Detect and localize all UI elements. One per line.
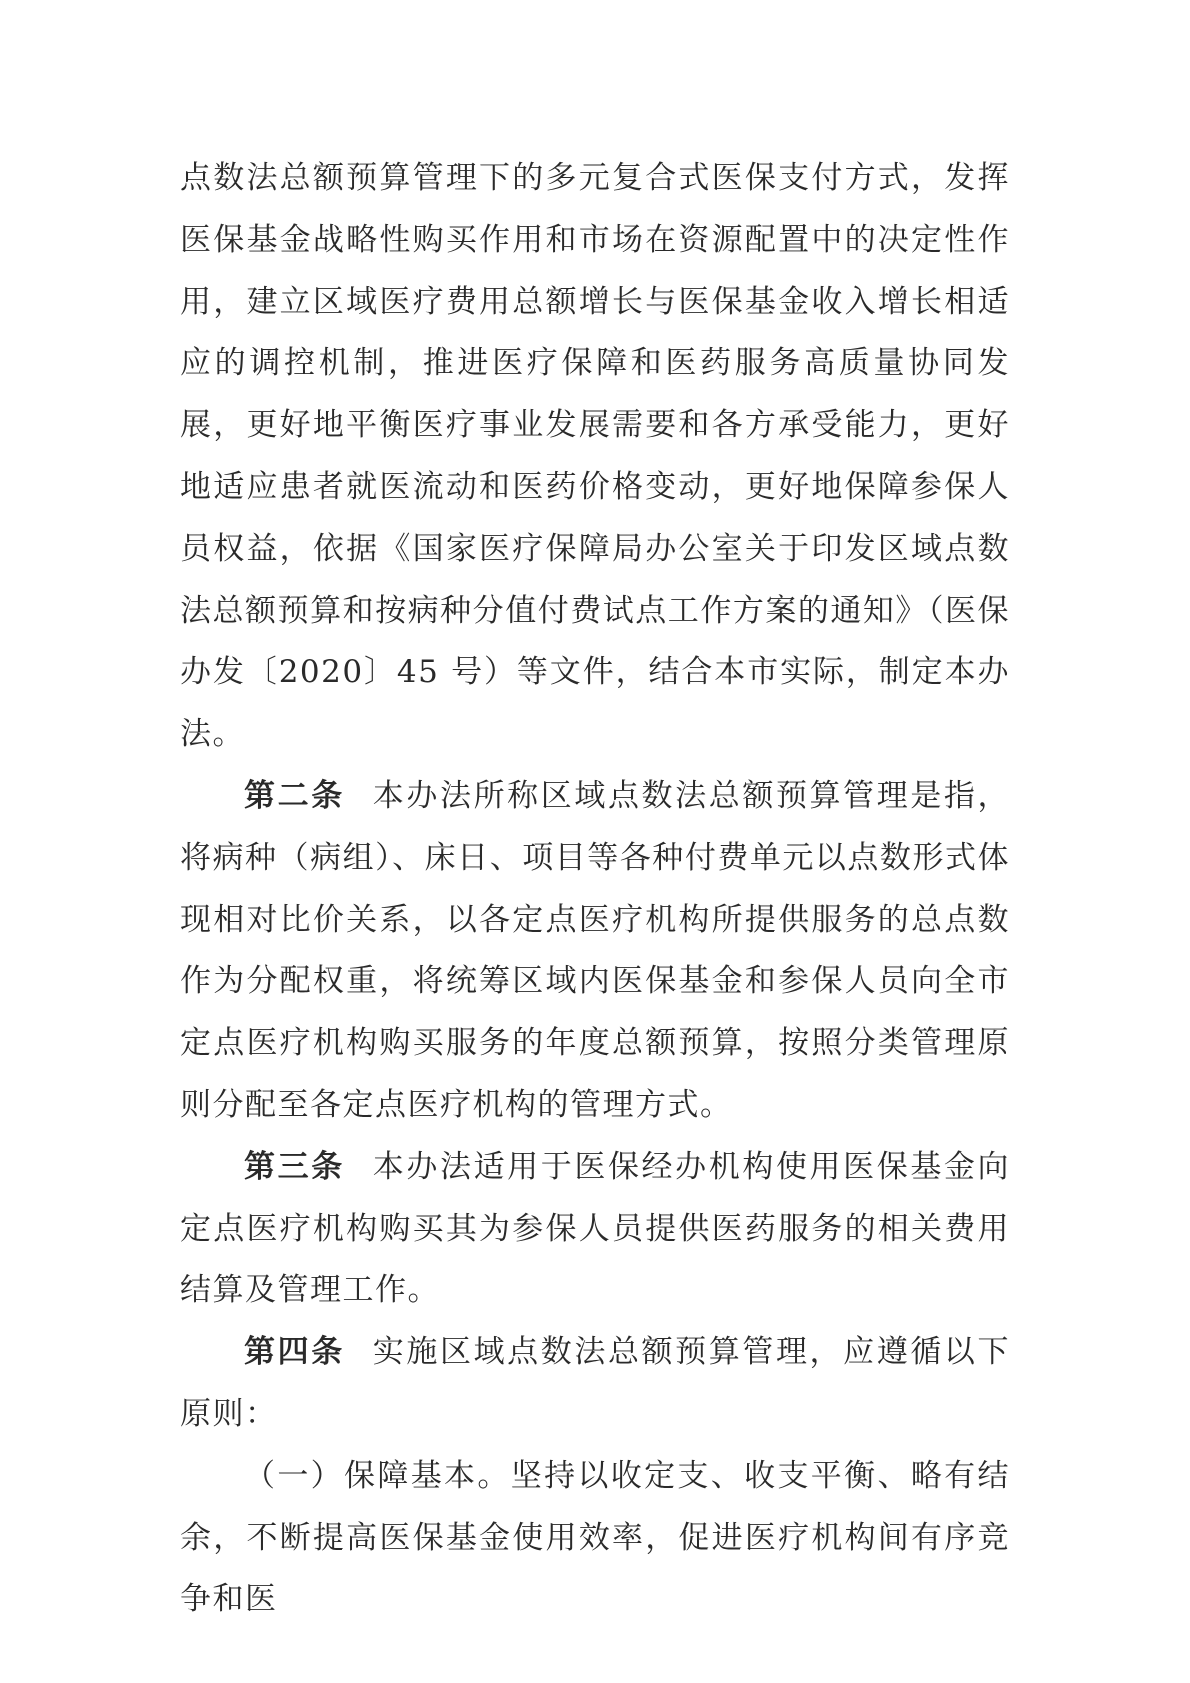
- article-3: [180, 1137, 1010, 1322]
- principle-item-1: [180, 1446, 1010, 1631]
- article-number: 第四条: [244, 1334, 345, 1371]
- paragraph-text: 点数法总额预算管理下的多元复合式医保支付方式，发挥医保基金战略性购买作用和市场在资源配置中的决定性作用，建立区域医疗费用总额增长与医保基金收入增长相适应的调控机制，推进医疗保障和医药服务高质量协同发展，更好地平衡医疗事业发展需要和各方承受能力，更好地适应患者就医流动和医药价格变动，更好地保障参保人员权益，依据《国家医疗保障局办公室关于印发区域点数法总额预算和按病种分值付费试点工作方案的通知》（医保办发〔2020〕45 号）等文件，结合本市实际，制定本办法。: [180, 160, 1010, 753]
- article-number: 第二条: [244, 777, 345, 814]
- article-text: 实施区域点数法总额预算管理，应遵循以下原则：: [180, 1334, 1011, 1432]
- article-text: 本办法适用于医保经办机构使用医保基金向定点医疗机构购买其为参保人员提供医药服务的相关费用结算及管理工作。: [180, 1148, 1011, 1309]
- article-4: [180, 1322, 1010, 1446]
- item-text: （一）保障基本。坚持以收定支、收支平衡、略有结余，不断提高医保基金使用效率，促进医疗机构间有序竞争和医: [180, 1457, 1010, 1618]
- paragraph-preamble-continuation: [180, 148, 1010, 766]
- article-2: [180, 766, 1010, 1137]
- article-number: 第三条: [244, 1148, 345, 1185]
- document-body: [180, 148, 1010, 1631]
- article-text: 本办法所称区域点数法总额预算管理是指，将病种（病组）、床日、项目等各种付费单元以点数形式体现相对比价关系，以各定点医疗机构所提供服务的总点数作为分配权重，将统筹区域内医保基金和参保人员向全市定点医疗机构购买服务的年度总额预算，按照分类管理原则分配至各定点医疗机构的管理方式。: [180, 777, 1011, 1123]
